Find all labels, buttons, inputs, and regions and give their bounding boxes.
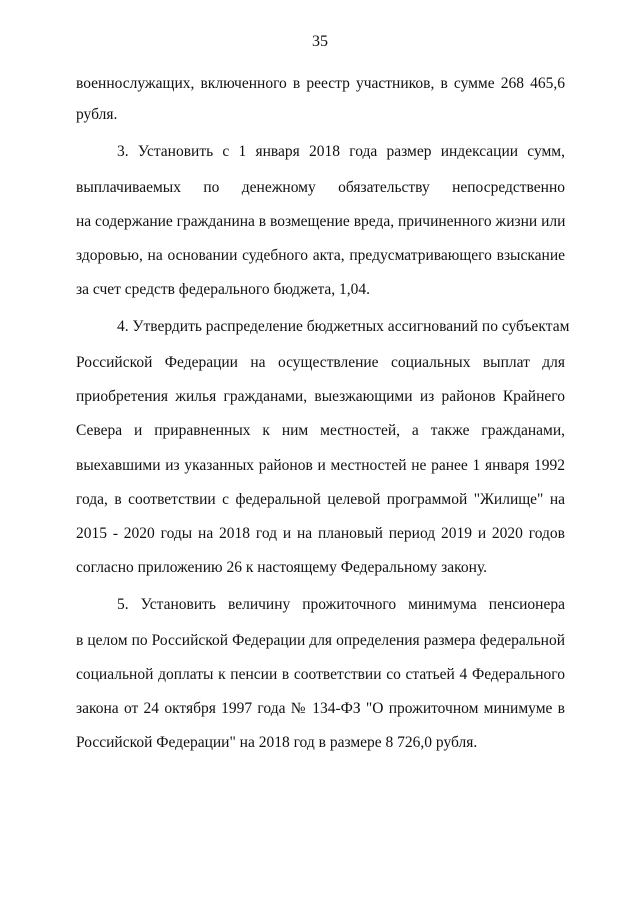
- text-line: на содержание гражданина в возмещение вреда, причиненного жизни или: [76, 213, 566, 230]
- text-line: в целом по Российской Федерации для определения размера федеральной: [76, 632, 565, 649]
- text-line: 2015 - 2020 годы на 2018 год и на плановый период 2019 и 2020 годов: [76, 525, 565, 542]
- text-line: за счет средств федерального бюджета, 1,04.: [76, 281, 371, 298]
- text-line: Российской Федерации" на 2018 год в размере 8 726,0 рубля.: [76, 734, 478, 751]
- text-line: выплачиваемых по денежному обязательству непосредственно: [76, 179, 565, 196]
- paragraph-4-first-line: 4. Утвердить распределение бюджетных ассигнований по субъектам: [117, 318, 570, 335]
- text-line: приобретения жилья гражданами, выезжающими из районов Крайнего: [76, 388, 565, 405]
- text-line: Севера и приравненных к ним местностей, а также гражданами,: [76, 422, 565, 439]
- text-line: согласно приложению 26 к настоящему Федеральному закону.: [76, 559, 488, 576]
- text-line: здоровью, на основании судебного акта, предусматривающего взыскание: [76, 247, 565, 264]
- text-line: социальной доплаты к пенсии в соответствии со статьей 4 Федерального: [76, 666, 565, 683]
- paragraph-5-first-line: 5. Установить величину прожиточного минимума пенсионера: [117, 596, 565, 613]
- text-line: Российской Федерации на осуществление социальных выплат для: [76, 354, 565, 371]
- text-line: военнослужащих, включенного в реестр участников, в сумме 268 465,6: [76, 75, 565, 92]
- text-line: рубля.: [76, 106, 118, 123]
- text-line: выехавшими из указанных районов и местностей не ранее 1 января 1992: [76, 457, 565, 474]
- page-number: 35: [312, 33, 328, 50]
- paragraph-3-first-line: 3. Установить с 1 января 2018 года размер индексации сумм,: [117, 143, 565, 160]
- text-line: года, в соответствии с федеральной целевой программой "Жилище" на: [76, 491, 565, 508]
- text-line: закона от 24 октября 1997 года № 134-ФЗ "О прожиточном минимуме в: [76, 700, 565, 717]
